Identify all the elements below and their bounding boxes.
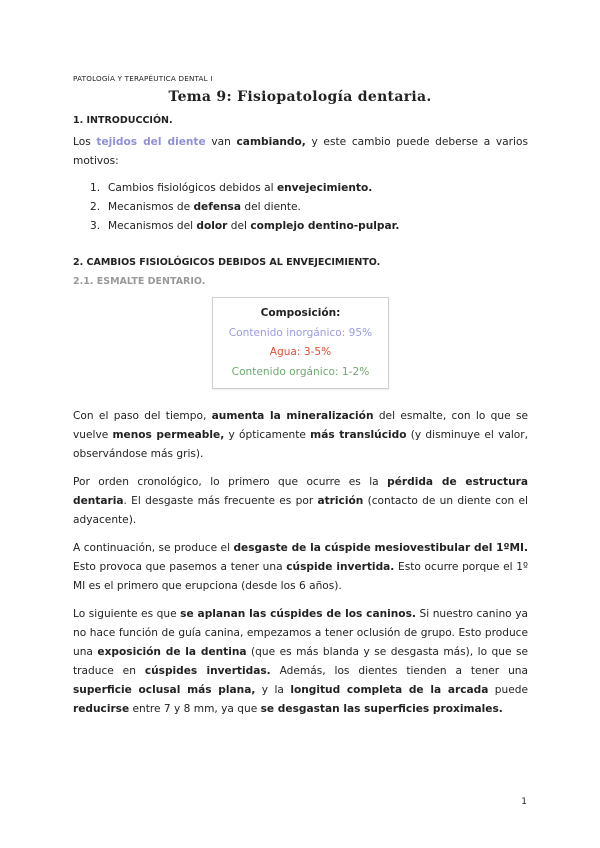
bold-term: aumenta la mineralización bbox=[211, 410, 374, 422]
bold-term: dolor bbox=[196, 220, 228, 232]
text-run: . El desgaste más frecuente es por bbox=[123, 495, 318, 507]
text-run: (y disminuye el valor, observándose más gris). bbox=[73, 429, 528, 460]
bold-term: se desgastan las superficies proximales. bbox=[260, 703, 503, 715]
subsection-heading-esmalte: 2.1. ESMALTE DENTARIO. bbox=[73, 276, 206, 287]
text-run: y este cambio puede deberse a varios motivos: bbox=[73, 136, 528, 167]
text-run: Esto provoca que pasemos a tener una bbox=[73, 561, 287, 573]
bold-term: menos permeable, bbox=[112, 429, 225, 441]
text-run: A continuación, se produce el bbox=[73, 542, 234, 554]
bold-term: cambiando, bbox=[236, 136, 306, 148]
text-run: puede bbox=[488, 684, 528, 696]
composition-water: Agua: 3-5% bbox=[269, 346, 332, 358]
bold-term: longitud completa de la arcada bbox=[290, 684, 489, 696]
list-number: 3. bbox=[90, 220, 101, 232]
text-run: (contacto de un diente con el adyacente). bbox=[73, 495, 528, 526]
list-number: 1. bbox=[90, 182, 101, 194]
composition-box bbox=[212, 297, 389, 389]
composition-title: Composición: bbox=[260, 307, 341, 319]
bold-term: cúspide invertida. bbox=[286, 561, 395, 573]
text-run: Mecanismos del bbox=[108, 220, 197, 232]
bold-term: más translúcido bbox=[310, 429, 407, 441]
text-run: Cambios fisiológicos debidos al bbox=[108, 182, 277, 194]
running-head: PATOLOGÍA Y TERAPÉUTICA DENTAL I bbox=[73, 74, 213, 83]
text-run: van bbox=[205, 136, 237, 148]
list-item bbox=[73, 217, 528, 236]
bold-term: desgaste de la cúspide mesiovestibular del 1ºMI. bbox=[233, 542, 529, 554]
text-run: y la bbox=[255, 684, 291, 696]
text-run: Lo siguiente es que bbox=[73, 608, 181, 620]
text-run: entre 7 y 8 mm, ya que bbox=[129, 703, 261, 715]
bold-term: complejo dentino-pulpar. bbox=[250, 220, 400, 232]
composition-organic: Contenido orgánico: 1-2% bbox=[231, 365, 370, 378]
document-body bbox=[73, 114, 528, 719]
motives-list bbox=[73, 179, 528, 236]
composition-inorganic: Contenido inorgánico: 95% bbox=[228, 326, 373, 339]
text-run: Los bbox=[73, 136, 97, 148]
text-run: del bbox=[227, 220, 251, 232]
bold-term: pérdida de estructura dentaria bbox=[73, 476, 528, 507]
document-title: Tema 9: Fisiopatología dentaria. bbox=[168, 89, 432, 105]
list-item bbox=[73, 198, 528, 217]
paragraph-cuspide-mesiovestibular bbox=[73, 539, 528, 596]
section-heading-cambios: 2. CAMBIOS FISIOLÓGICOS DEBIDOS AL ENVEJECIMIENTO. bbox=[73, 257, 381, 268]
section-heading-introduccion: 1. INTRODUCCIÓN. bbox=[73, 115, 173, 126]
bold-term: atrición bbox=[317, 495, 364, 507]
paragraph-mineralizacion bbox=[73, 407, 528, 464]
paragraph-perdida-estructura bbox=[73, 473, 528, 530]
bold-term: superficie oclusal más plana, bbox=[73, 684, 256, 696]
text-run: Con el paso del tiempo, bbox=[73, 410, 212, 422]
text-run: del esmalte, con lo que se vuelve bbox=[73, 410, 528, 441]
text-run: Esto ocurre porque el 1º MI es el primero que erupciona (desde los 6 años). bbox=[73, 561, 528, 592]
text-run: y ópticamente bbox=[224, 429, 311, 441]
list-number: 2. bbox=[90, 201, 101, 213]
intro-paragraph bbox=[73, 133, 528, 171]
text-run: Si nuestro canino ya no hace función de guía canina, empezamos a tener oclusión de grupo. Esto produce una bbox=[73, 608, 528, 658]
bold-term: cúspides invertidas. bbox=[144, 665, 271, 677]
text-run: Además, los dientes tienden a tener una bbox=[270, 665, 528, 677]
highlight-term: tejidos del diente bbox=[96, 136, 206, 148]
bold-term: envejecimiento. bbox=[276, 182, 373, 194]
bold-term: reducirse bbox=[73, 703, 130, 715]
bold-term: exposición de la dentina bbox=[97, 646, 247, 658]
page-number: 1 bbox=[521, 797, 527, 807]
text-run: (que es más blanda y se desgasta más), lo que se traduce en bbox=[73, 646, 528, 677]
bold-term: defensa bbox=[193, 201, 242, 213]
list-item bbox=[73, 179, 528, 198]
text-run: Mecanismos de bbox=[108, 201, 194, 213]
paragraph-caninos bbox=[73, 605, 528, 719]
text-run: Por orden cronológico, lo primero que ocurre es la bbox=[73, 476, 388, 488]
bold-term: se aplanan las cúspides de los caninos. bbox=[180, 608, 416, 620]
text-run: del diente. bbox=[241, 201, 301, 213]
